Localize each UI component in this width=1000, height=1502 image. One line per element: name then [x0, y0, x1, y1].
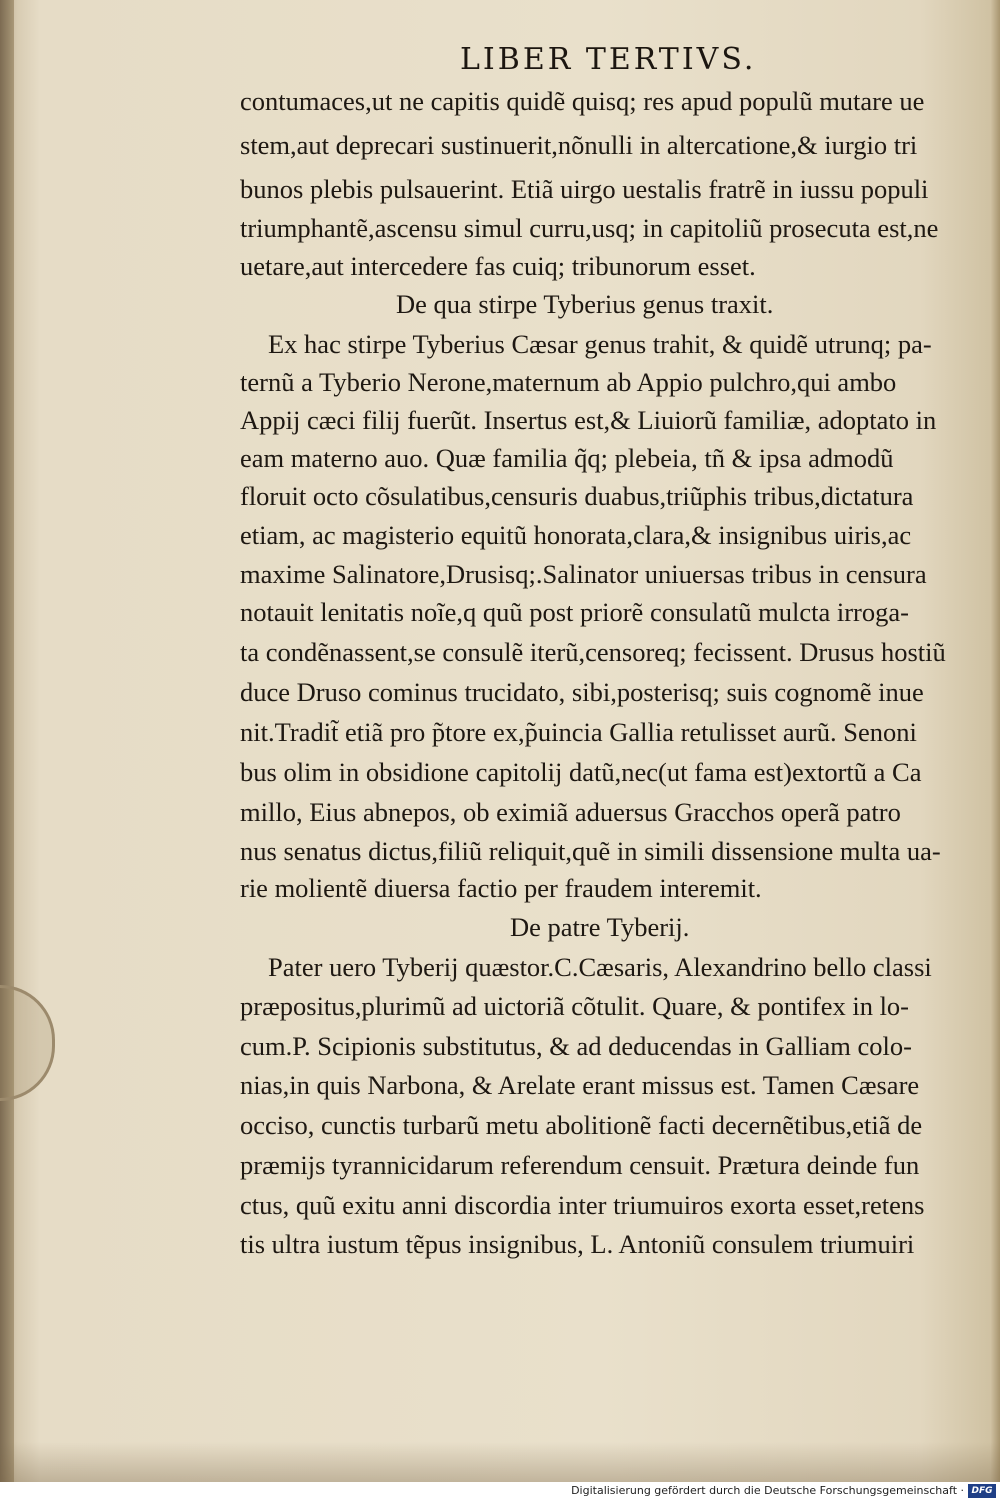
text-line: ternũ a Tyberio Nerone,maternum ab Appio pulchro,qui ambo: [240, 367, 897, 397]
text-line: floruit octo cõsulatibus,censuris duabus,triũphis tribus,dictatura: [240, 481, 914, 511]
section-heading: De patre Tyberij.: [510, 912, 690, 942]
text-line: præmijs tyrannicidarum referendum censuit. Prætura deinde fun: [240, 1150, 920, 1180]
text-line: Ex hac stirpe Tyberius Cæsar genus trahit, & quidẽ utrunq; pa-: [268, 329, 932, 359]
text-line: Pater uero Tyberij quæstor.C.Cæsaris, Alexandrino bello classi: [268, 952, 932, 982]
text-line: ctus, quũ exitu anni discordia inter triumuiros exorta esset,retens: [240, 1190, 925, 1220]
page-bottom-shadow: [0, 1442, 1000, 1482]
text-line: stem,aut deprecari sustinuerit,nõnulli in altercatione,& iurgio tri: [240, 130, 918, 160]
text-line: duce Druso cominus trucidato, sibi,posterisq; suis cognomẽ inue: [240, 677, 924, 707]
book-spine-shadow: [0, 0, 14, 1482]
dfg-logo: DFG: [968, 1484, 996, 1498]
text-line: occiso, cunctis turbarũ metu abolitionẽ facti decernẽtibus,etiã de: [240, 1110, 923, 1140]
book-clasp: [0, 985, 55, 1101]
text-line: ta condẽnassent,se consulẽ iterũ,censoreq; fecissent. Drusus hostiũ: [240, 637, 946, 667]
text-line: nit.Tradit̃ etiã pro p̃tore ex,p̃uincia Gallia retulisset aurũ. Senoni: [240, 717, 917, 747]
text-line: cum.P. Scipionis substitutus, & ad deducendas in Galliam colo-: [240, 1031, 912, 1061]
page-edge: [990, 0, 1000, 1482]
text-line: contumaces,ut ne capitis quidẽ quisq; res apud populũ mutare ue: [240, 86, 925, 116]
text-line: etiam, ac magisterio equitũ honorata,clara,& insignibus uiris,ac: [240, 520, 912, 550]
digitization-credit: Digitalisierung gefördert durch die Deutsche Forschungsgemeinschaft ·: [571, 1484, 964, 1497]
text-line: præpositus,plurimũ ad uictoriã cõtulit. Quare, & pontifex in lo-: [240, 991, 910, 1021]
text-line: tis ultra iustum tẽpus insignibus, L. Antoniũ consulem triumuiri: [240, 1229, 915, 1259]
text-line: notauit lenitatis noĩe,q quũ post priorẽ consulatũ mulcta irroga-: [240, 597, 909, 627]
text-line: nus senatus dictus,filiũ reliquit,quẽ in simili dissensione multa ua-: [240, 836, 941, 866]
text-line: eam materno auo. Quæ familia q̃q; plebeia, tñ & ipsa admodũ: [240, 443, 894, 473]
text-line: bus olim in obsidione capitolij datũ,nec(ut fama est)extortũ a Ca: [240, 757, 922, 787]
text-line: nias,in quis Narbona, & Arelate erant missus est. Tamen Cæsare: [240, 1070, 920, 1100]
text-line: Appij cæci filij fuerũt. Insertus est,& Liuiorũ familiæ, adoptato in: [240, 405, 937, 435]
text-line: rie molientẽ diuersa factio per fraudem interemit.: [240, 873, 762, 903]
text-line: uetare,aut intercedere fas cuiq; tribunorum esset.: [240, 251, 756, 281]
running-head: LIBER TERTIVS.: [460, 42, 757, 77]
text-line: triumphantẽ,ascensu simul curru,usq; in capitoliũ prosecuta est,ne: [240, 213, 939, 243]
text-line: millo, Eius abnepos, ob eximiã aduersus Gracchos operã patro: [240, 797, 901, 827]
section-heading: De qua stirpe Tyberius genus traxit.: [396, 289, 774, 319]
text-line: bunos plebis pulsauerint. Etiã uirgo uestalis fratrẽ in iussu populi: [240, 174, 929, 204]
text-line: maxime Salinatore,Drusisq;.Salinator uniuersas tribus in censura: [240, 559, 927, 589]
